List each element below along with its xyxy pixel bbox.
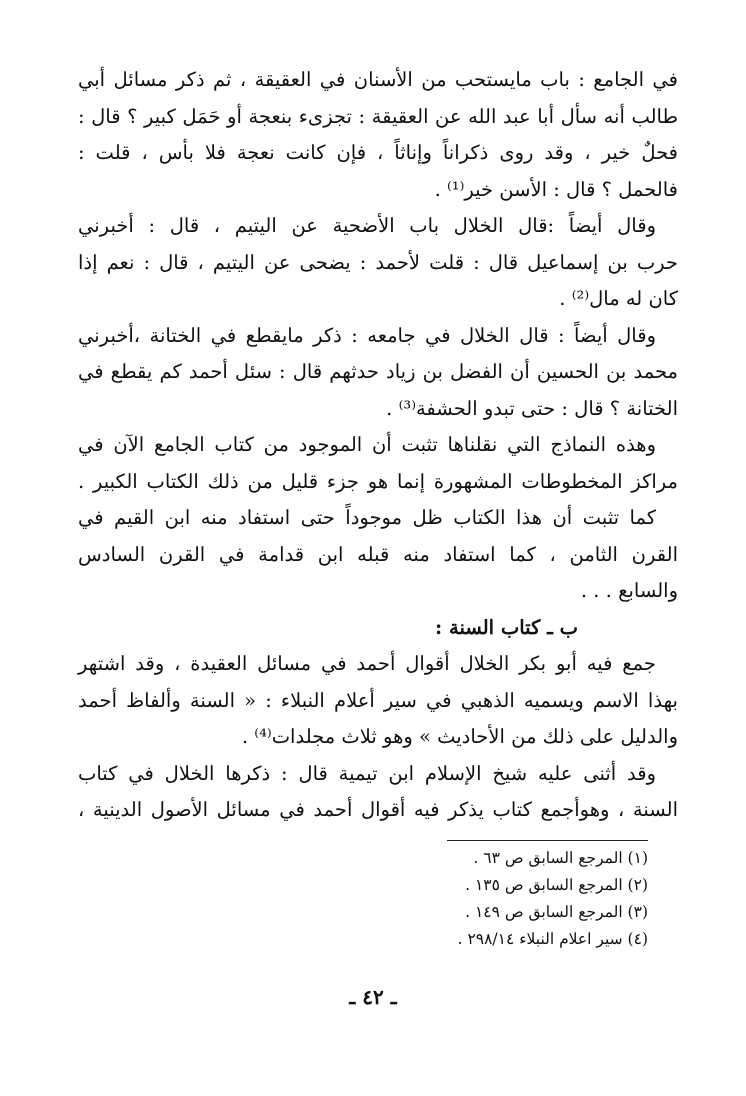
text-line: في الجامع : باب مايستحب من الأسنان في العقيقة ، ثم ذكر مسائل أبي (78, 68, 678, 91)
footnote: (٣) المرجع السابق ص ١٤٩ . (465, 903, 648, 921)
page-number: ـ ٤٢ ـ (349, 985, 397, 1009)
text-line: السنة ، وهوأجمع كتاب يذكر فيه أقوال أحمد في مسائل الأصول الدينية ، (78, 798, 678, 821)
text-line: حرب بن إسماعيل قال : قلت لأحمد : يضحى عن اليتيم ، قال : نعم إذا (78, 250, 678, 274)
text-line: وقد أثنى عليه شيخ الإسلام ابن تيمية قال : ذكرها الخلال في كتاب (78, 761, 656, 785)
text-line: وهذه النماذج التي نقلناها تثبت أن الموجود من كتاب الجامع الآن في (78, 433, 656, 456)
text-line: والدليل على ذلك من الأحاديث » وهو ثلاث مجلدات⁽⁴⁾ . (241, 725, 678, 748)
text-line: كما تثبت أن هذا الكتاب ظل موجوداً حتى استفاد منه ابن القيم في (78, 506, 656, 529)
text-line: محمد بن الحسين أن الفضل بن زياد حدثهم قال : سئل أحمد كم يقطع في (78, 360, 678, 383)
text-line: وقال أيضاً : قال الخلال في جامعه : ذكر مايقطع في الختانة ،أخبرني (78, 323, 656, 347)
text-line: بهذا الاسم ويسميه الذهبي في سير أعلام النبلاء : « السنة وألفاظ أحمد (78, 688, 678, 712)
text-line: ب ـ كتاب السنة : (435, 615, 578, 639)
footnote: (١) المرجع السابق ص ٦٣ . (473, 849, 648, 867)
text-line: فالحمل ؟ قال : الأسن خير⁽¹⁾ . (434, 177, 678, 201)
footnotes (300, 845, 648, 953)
text-line: جمع فيه أبو بكر الخلال أقوال أحمد في مسائل العقيدة ، وقد اشتهر (78, 652, 656, 675)
text-line: كان له مال⁽²⁾ . (559, 287, 678, 310)
footnote-separator (447, 840, 648, 841)
footnote: (٤) سير اعلام النبلاء ٢٩٨/١٤ . (457, 930, 648, 948)
text-line: وقال أيضاً :قال الخلال باب الأضحية عن اليتيم ، قال : أخبرني (78, 214, 656, 237)
text-line: والسابع . . . (580, 579, 678, 602)
footnote: (٢) المرجع السابق ص ١٣٥ . (465, 876, 648, 894)
text-line: فحلٌ خير ، وقد روى ذكراناً وإناثاً ، فإن كانت نعجة فلا بأس ، قلت : (78, 141, 678, 164)
main-text (78, 62, 678, 829)
text-line: طالب أنه سأل أبا عبد الله عن العقيقة : تجزىء بنعجة أو حَمَل كبير ؟ قال : (78, 104, 678, 128)
text-line: القرن الثامن ، كما استفاد منه قبله ابن قدامة في القرن السادس (78, 542, 678, 566)
text-line: مراكز المخطوطات المشهورة إنما هو جزء قليل من ذلك الكتاب الكبير . (78, 469, 678, 493)
text-line: الختانة ؟ قال : حتى تبدو الحشفة⁽³⁾ . (386, 396, 678, 420)
